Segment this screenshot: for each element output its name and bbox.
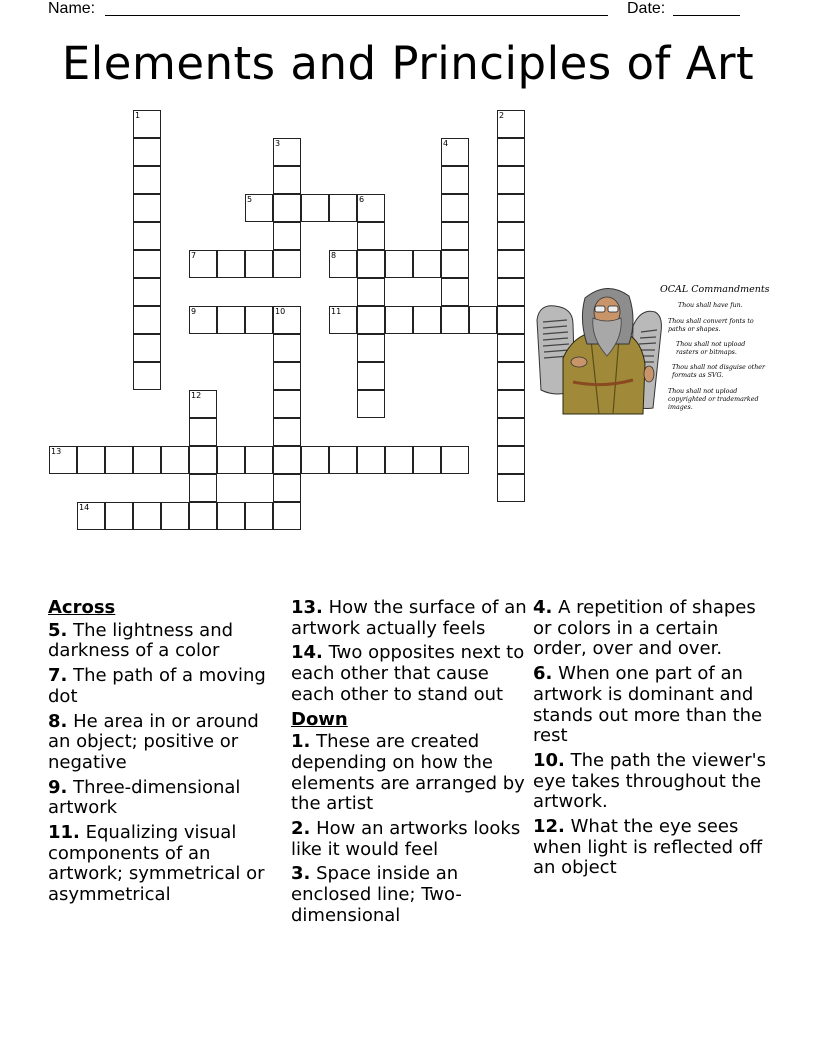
crossword-cell[interactable] <box>357 194 385 222</box>
crossword-cell[interactable] <box>105 502 133 530</box>
crossword-cell[interactable] <box>497 362 525 390</box>
crossword-cell[interactable] <box>497 418 525 446</box>
crossword-cell[interactable] <box>133 250 161 278</box>
clue-across-8: 8. He area in or around an object; positive or negative <box>48 710 259 773</box>
crossword-cell[interactable] <box>301 194 329 222</box>
crossword-cell[interactable] <box>189 446 217 474</box>
down-heading: Down <box>291 708 348 730</box>
clue-number: 2 <box>499 111 505 120</box>
crossword-cell[interactable] <box>217 446 245 474</box>
clue-across-13: 13. How the surface of an artwork actually feels <box>291 597 527 639</box>
crossword-cell[interactable] <box>133 446 161 474</box>
crossword-cell[interactable] <box>189 502 217 530</box>
crossword-cell[interactable] <box>385 250 413 278</box>
clue-down-6: 6. When one part of an artwork is dominant and stands out more than the rest <box>533 663 763 747</box>
crossword-cell[interactable] <box>329 446 357 474</box>
crossword-cell[interactable] <box>357 278 385 306</box>
crossword-cell[interactable] <box>329 306 357 334</box>
crossword-cell[interactable] <box>217 502 245 530</box>
crossword-cell[interactable] <box>161 502 189 530</box>
crossword-cell[interactable] <box>441 278 469 306</box>
commandments-title: OCAL Commandments <box>660 284 770 295</box>
crossword-cell[interactable] <box>189 390 217 418</box>
crossword-cell[interactable] <box>497 250 525 278</box>
crossword-cell[interactable] <box>301 446 329 474</box>
crossword-cell[interactable] <box>273 418 301 446</box>
crossword-cell[interactable] <box>133 306 161 334</box>
crossword-cell[interactable] <box>357 390 385 418</box>
clue-down-10: 10. The path the viewer's eye takes throughout the artwork. <box>533 749 766 813</box>
crossword-cell[interactable] <box>441 306 469 334</box>
clue-down-4: 4. A repetition of shapes or colors in a certain order, over and over. <box>533 597 756 660</box>
crossword-cell[interactable] <box>77 502 105 530</box>
crossword-cell[interactable] <box>441 446 469 474</box>
crossword-cell[interactable] <box>133 502 161 530</box>
clue-down-12: 12. What the eye sees when light is reflected off an object <box>533 816 763 879</box>
crossword-cell[interactable] <box>273 306 301 334</box>
clue-across-7: 7. The path of a moving dot <box>48 665 266 707</box>
crossword-cell[interactable] <box>273 502 301 530</box>
crossword-cell[interactable] <box>245 250 273 278</box>
commandment-item: Thou shall convert fonts to paths or shapes. <box>668 318 754 333</box>
crossword-cell[interactable] <box>217 306 245 334</box>
crossword-cell[interactable] <box>105 446 133 474</box>
crossword-cell[interactable] <box>133 222 161 250</box>
crossword-cell[interactable] <box>217 250 245 278</box>
crossword-cell[interactable] <box>357 306 385 334</box>
crossword-cell[interactable] <box>497 138 525 166</box>
crossword-cell[interactable] <box>497 194 525 222</box>
name-label: Name: <box>48 0 96 17</box>
clue-number: 8 <box>331 251 337 260</box>
crossword-cell[interactable] <box>497 446 525 474</box>
crossword-cell[interactable] <box>497 222 525 250</box>
crossword-cell[interactable] <box>273 390 301 418</box>
clue-number: 12 <box>191 391 202 400</box>
crossword-cell[interactable] <box>273 446 301 474</box>
crossword-cell[interactable] <box>441 194 469 222</box>
crossword-cell[interactable] <box>497 278 525 306</box>
clue-number: 11 <box>331 307 342 316</box>
commandment-item: Thou shall have fun. <box>678 302 743 309</box>
crossword-cell[interactable] <box>357 362 385 390</box>
clue-number: 6 <box>359 195 365 204</box>
crossword-cell[interactable] <box>497 110 525 138</box>
clue-number: 3 <box>275 139 281 148</box>
crossword-cell[interactable] <box>189 306 217 334</box>
clue-number: 4 <box>443 139 449 148</box>
date-label: Date: <box>627 0 666 17</box>
crossword-cell[interactable] <box>329 250 357 278</box>
clue-number: 10 <box>275 307 286 316</box>
crossword-cell[interactable] <box>133 278 161 306</box>
clue-across-14: 14. Two opposites next to each other that cause each other to stand out <box>291 642 525 705</box>
crossword-cell[interactable] <box>245 194 273 222</box>
clue-number: 13 <box>51 447 62 456</box>
clue-number: 7 <box>191 251 197 260</box>
commandment-item: Thou shall not upload rasters or bitmaps. <box>676 341 746 356</box>
crossword-cell[interactable] <box>273 166 301 194</box>
clues-column-3 <box>533 598 769 883</box>
crossword-cell[interactable] <box>385 446 413 474</box>
clue-number: 9 <box>191 307 197 316</box>
crossword-cell[interactable] <box>133 194 161 222</box>
clue-across-5: 5. The lightness and darkness of a color <box>48 619 234 662</box>
crossword-cell[interactable] <box>189 250 217 278</box>
crossword-cell[interactable] <box>273 250 301 278</box>
crossword-cell[interactable] <box>273 222 301 250</box>
clues-column-2 <box>291 598 527 931</box>
crossword-cell[interactable] <box>133 362 161 390</box>
crossword-cell[interactable] <box>273 138 301 166</box>
crossword-cell[interactable] <box>273 362 301 390</box>
clue-number: 5 <box>247 195 253 204</box>
crossword-cell[interactable] <box>441 222 469 250</box>
clue-down-3: 3. Space inside an enclosed line; Two-dimensional <box>291 863 462 926</box>
clues-column-1 <box>48 598 284 910</box>
clue-across-11: 11. Equalizing visual components of an artwork; symmetrical or asymmetrical <box>48 822 265 906</box>
crossword-cell[interactable] <box>245 446 273 474</box>
crossword-cell[interactable] <box>273 474 301 502</box>
clue-down-1: 1. These are created depending on how the elements are arranged by the artist <box>291 731 525 815</box>
crossword-cell[interactable] <box>161 446 189 474</box>
crossword-cell[interactable] <box>357 446 385 474</box>
crossword-cell[interactable] <box>133 334 161 362</box>
crossword-cell[interactable] <box>133 110 161 138</box>
crossword-cell[interactable] <box>497 306 525 334</box>
crossword-cell[interactable] <box>441 166 469 194</box>
crossword-cell[interactable] <box>245 306 273 334</box>
page-title: Elements and Principles of Art <box>61 37 755 90</box>
crossword-cell[interactable] <box>133 166 161 194</box>
crossword-cell[interactable] <box>273 194 301 222</box>
commandment-item: Thou shall not disguise other formats as SVG. <box>672 364 766 379</box>
crossword-cell[interactable] <box>189 474 217 502</box>
crossword-cell[interactable] <box>245 502 273 530</box>
crossword-cell[interactable] <box>413 446 441 474</box>
crossword-cell[interactable] <box>497 334 525 362</box>
commandment-item: Thou shall not upload copyrighted or trademarked images. <box>668 388 759 411</box>
crossword-cell[interactable] <box>497 474 525 502</box>
crossword-cell[interactable] <box>273 334 301 362</box>
crossword-cell[interactable] <box>413 306 441 334</box>
crossword-cell[interactable] <box>49 446 77 474</box>
crossword-cell[interactable] <box>77 446 105 474</box>
crossword-cell[interactable] <box>357 222 385 250</box>
crossword-cell[interactable] <box>357 334 385 362</box>
crossword-cell[interactable] <box>133 138 161 166</box>
clue-down-2: 2. How an artworks looks like it would feel <box>291 818 521 860</box>
crossword-cell[interactable] <box>413 250 441 278</box>
clue-across-9: 9. Three-dimensional artwork <box>48 776 241 819</box>
crossword-cell[interactable] <box>497 166 525 194</box>
crossword-cell[interactable] <box>189 418 217 446</box>
clue-number: 14 <box>79 503 90 512</box>
crossword-cell[interactable] <box>469 306 497 334</box>
crossword-cell[interactable] <box>385 306 413 334</box>
crossword-cell[interactable] <box>357 250 385 278</box>
clue-number: 1 <box>135 111 141 120</box>
crossword-cell[interactable] <box>441 250 469 278</box>
crossword-cell[interactable] <box>497 390 525 418</box>
crossword-cell[interactable] <box>441 138 469 166</box>
crossword-cell[interactable] <box>329 194 357 222</box>
across-heading: Across <box>48 597 116 618</box>
